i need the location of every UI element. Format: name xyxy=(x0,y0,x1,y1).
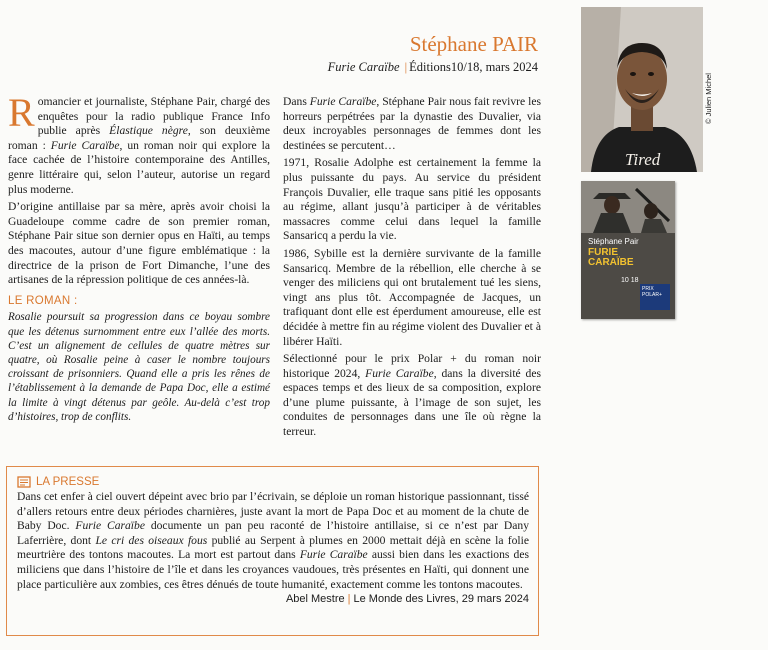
book-title-ref: Élastique nègre xyxy=(109,124,188,138)
text-run: Dans xyxy=(283,95,310,108)
text-run: Dans cet enfer à ciel ouvert dépeint avec brio par l’écrivain, se déploie un roman historique passionnant, tissé d’allers retours entre deux périodes charnières, juste avant la mort de Papa Doc et au moment de la chute de Baby Doc. xyxy=(17,490,529,533)
press-source-author: Abel Mestre xyxy=(285,593,345,606)
book-title: Furie Caraïbe xyxy=(327,60,400,74)
text-run: Sélectionné pour le prix Polar + du roman noir historique 2024, xyxy=(283,352,541,380)
book-title-ref: Furie Caraïbe xyxy=(50,138,120,152)
book-title-ref: Le cri des oiseaux fous xyxy=(95,533,208,547)
prize-paragraph xyxy=(283,352,541,440)
cover-prize-badge: PRIX POLAR+ xyxy=(640,284,670,310)
text-run: publié au Serpent à plumes en 2000 mettait déjà en scène la folie meurtrière des tontons macoutes. La mort est partout dans xyxy=(17,533,530,562)
newspaper-icon xyxy=(17,475,31,488)
sybille-paragraph: 1986, Sybille est la dernière survivante de la famille Sansaricq. Membre de la rébellion, elle cherche à se venger des miliciens qui ont brutalement tué les siens, vingt ans plus tôt. Accompagnée de Jacques, un trafiquant dont elle est éperdument amoureuse, elle est décidée à mettre fin au régime violent des Duvalier et à libérer Haïti. xyxy=(283,246,541,348)
text-run: , un roman noir qui explore la face cachée de l’histoire contemporaine des Antilles, genre littéraire qui, selon l’auteur, autorise un regard plus moderne. xyxy=(8,138,270,196)
novel-excerpt: Rosalie poursuit sa progression dans ce boyau sombre que les détenus surnomment entre eux l’allée des morts. C’est un alignement de cellules de quatre mètres sur quatre, où Rosalie peine à caser le nombre toujours croissant de prisonniers. Quand elle a pris les rênes de l’établissement à la demande de Papa Doc, elle a estimé la limite à vingt détenus par geôle. Au-delà c’est trop d’histoires, trop de conflits. xyxy=(8,311,270,423)
edition-info: Éditions10/18, mars 2024 xyxy=(409,60,538,74)
book-info xyxy=(328,60,538,75)
press-source-publication: Le Monde des Livres, 29 mars 2024 xyxy=(353,593,529,606)
press-heading xyxy=(17,475,529,488)
section-heading-roman: LE ROMAN : xyxy=(8,294,78,307)
text-run: aussi bien dans les exactions des miliciens que dans l’histoire de l’île et dans les croyances vaudoues, très présentes en Haïti, qui donnent une place particulière aux zombies, ces êtres dénués de toute humanité, exactement comme les tontons macoutes. xyxy=(17,548,529,591)
author-portrait-illustration xyxy=(581,7,703,172)
press-quote xyxy=(17,490,529,592)
summary-paragraph xyxy=(283,95,541,153)
rosalie-paragraph: 1971, Rosalie Adolphe est certainement la femme la plus puissante du pays. Au service du président François Duvalier, elle traque sans pitié les opposants au régime, allant jusqu’à participer à de véritables massacres comme celui dans lequel la famille Sansaricq a perdu la vie. xyxy=(283,156,541,243)
author-photo xyxy=(581,7,703,172)
press-heading-label: LA PRESSE xyxy=(36,475,100,488)
press-box xyxy=(6,466,539,636)
press-source xyxy=(17,593,529,605)
text-run: documente un pan peu raconté de l’histoire antillaise, si ce n’est par Dany Laferrière, dont xyxy=(17,519,529,547)
book-title-ref: Furie Caraïbe xyxy=(365,366,434,380)
book-title-ref: Furie Caraïbe xyxy=(309,95,377,108)
tshirt-text: Tired xyxy=(625,150,661,169)
book-title-ref: Furie Caraïbe xyxy=(75,519,145,533)
separator: | xyxy=(404,60,408,74)
text-run: , Stéphane Pair nous fait revivre les horreurs perpétrées par la dynastie des Duvalier, via deux incroyables personnages de femmes dont les destinées se percutent… xyxy=(283,95,541,152)
author-name: Stéphane PAIR xyxy=(409,32,538,56)
text-run: omancier et journaliste, Stéphane Pair, chargé des enquêtes pour la radio publique France Info publie après xyxy=(37,95,270,138)
book-cover xyxy=(581,181,675,319)
cover-author: Stéphane Pair xyxy=(588,237,639,246)
book-title-ref: Furie Caraïbe xyxy=(299,548,368,562)
separator: | xyxy=(347,593,351,606)
cover-collection-logo: 10 18 xyxy=(621,277,639,284)
column-left xyxy=(8,90,270,427)
origin-paragraph: D’origine antillaise par sa mère, après avoir choisi la Guadeloupe comme cadre de son premier roman, Stéphane Pair situe son dernier opus en Haïti, au temps des macoutes, autour d’une figure emblématique : la directrice de la prison de Fort Dimanche, l’une des artisanes de la répression politique de ces années-là. xyxy=(8,200,270,287)
column-middle xyxy=(283,95,541,443)
cover-title: FURIE CARAÏBE xyxy=(588,247,634,268)
text-run: , dans la diversité des espaces temps et des lieux de sa composition, explore d’une plume puissante, à l’image de son sujet, les conduites de personnages dans une île où règne la terreur. xyxy=(283,366,541,439)
drop-cap: R xyxy=(8,90,35,135)
text-run: , son deuxième roman : xyxy=(8,124,270,152)
intro-paragraph xyxy=(8,90,270,197)
photo-credit: © Julien Michel xyxy=(704,73,713,124)
